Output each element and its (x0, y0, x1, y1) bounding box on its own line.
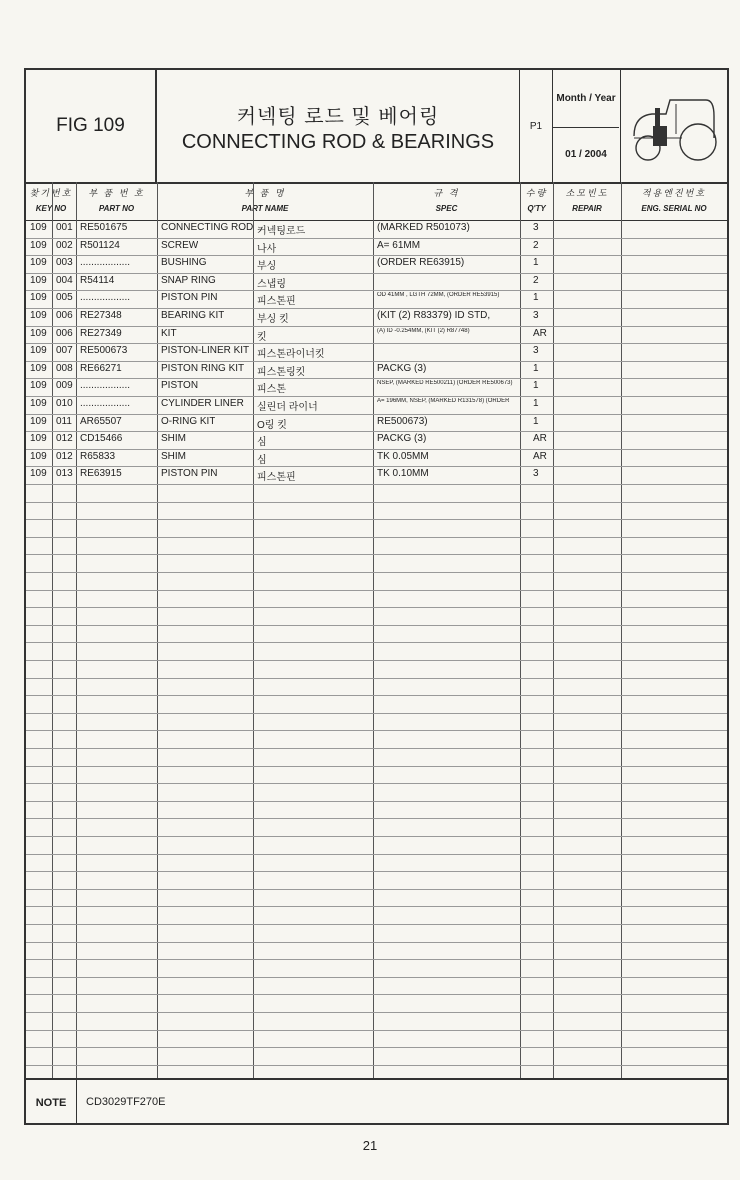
col-part-name (157, 182, 373, 220)
empty-row (26, 889, 727, 908)
key-number: 002 (56, 239, 73, 251)
key-number: 013 (56, 468, 73, 480)
empty-row (26, 836, 727, 855)
col-qty (520, 182, 553, 220)
part-name: O-RING KIT (161, 415, 216, 427)
quantity: 3 (533, 310, 539, 321)
empty-row (26, 537, 727, 556)
note-label: NOTE (26, 1080, 77, 1125)
page-number: 21 (362, 1138, 378, 1153)
table-row (26, 414, 727, 433)
table-row (26, 238, 727, 257)
quantity: 1 (533, 362, 539, 374)
month-year-value: 01 / 2004 (565, 149, 607, 160)
empty-row (26, 1047, 727, 1066)
col-qty-ko: 수량 (525, 188, 548, 198)
key-prefix: 109 (30, 310, 47, 321)
empty-row (26, 959, 727, 978)
part-name-korean: 커넥팅로드 (257, 226, 306, 237)
quantity: 1 (533, 415, 539, 427)
empty-row (26, 906, 727, 925)
spec: (ORDER RE63915) (377, 257, 465, 269)
key-prefix: 109 (30, 362, 47, 374)
key-number: 004 (56, 274, 73, 286)
col-key-no (26, 182, 76, 220)
empty-row (26, 642, 727, 661)
quantity: 2 (533, 239, 539, 251)
quantity: 1 (533, 398, 539, 409)
empty-row (26, 572, 727, 591)
quantity: AR (533, 433, 547, 445)
part-number: CD15466 (80, 433, 123, 445)
empty-row (26, 484, 727, 503)
col-part-name-ko: 부 품 명 (244, 188, 286, 198)
logo-block (621, 70, 727, 182)
empty-row (26, 748, 727, 767)
spec: TK 0.10MM (377, 468, 429, 480)
quantity: 3 (533, 222, 539, 233)
key-number: 012 (56, 433, 73, 445)
part-name: SHIM (161, 450, 186, 462)
table-row (26, 308, 727, 327)
table-row (26, 290, 727, 309)
part-name-korean: 피스톤 (257, 384, 286, 396)
key-prefix: 109 (30, 274, 47, 286)
part-number: .................. (80, 380, 131, 392)
key-number: 008 (56, 362, 73, 374)
key-number: 005 (56, 292, 73, 304)
key-number: 006 (56, 310, 73, 321)
empty-row (26, 730, 727, 749)
col-part-no-ko: 부 품 번 호 (88, 188, 145, 198)
empty-row (26, 695, 727, 714)
col-repair-en: REPAIR (572, 204, 602, 213)
part-name: PISTON RING KIT (161, 362, 245, 374)
quantity: 3 (533, 345, 539, 357)
empty-row (26, 801, 727, 820)
quantity: 3 (533, 468, 539, 480)
key-number: 007 (56, 345, 73, 357)
col-repair-ko: 소모빈도 (565, 188, 609, 198)
empty-row (26, 625, 727, 644)
empty-row (26, 1030, 727, 1049)
empty-row (26, 590, 727, 609)
key-prefix: 109 (30, 433, 47, 445)
part-name: BUSHING (161, 257, 207, 269)
part-number: .................. (80, 257, 131, 269)
col-eng-serial-ko: 적용엔진번호 (641, 188, 707, 198)
empty-row (26, 678, 727, 697)
table-row (26, 431, 727, 450)
empty-row (26, 519, 727, 538)
part-number: .................. (80, 292, 131, 304)
col-eng-serial (621, 182, 727, 220)
part-name: CYLINDER LINER (161, 398, 244, 409)
part-number: RE500673 (80, 345, 128, 357)
key-prefix: 109 (30, 380, 47, 392)
part-name: SCREW (161, 239, 199, 251)
quantity: AR (533, 327, 547, 339)
key-number: 001 (56, 222, 73, 233)
part-number: RE501675 (80, 222, 128, 233)
empty-row (26, 766, 727, 785)
empty-row (26, 854, 727, 873)
figure-number: FIG 109 (26, 70, 157, 182)
parts-sheet (24, 68, 729, 1125)
col-qty-en: Q'TY (527, 204, 546, 213)
quantity: 1 (533, 257, 539, 269)
empty-row (26, 713, 727, 732)
empty-row (26, 1012, 727, 1031)
empty-row (26, 924, 727, 943)
table-row (26, 255, 727, 274)
part-name-korean: 피스톤라이너킷 (257, 349, 325, 361)
col-eng-serial-en: ENG. SERIAL NO (641, 204, 707, 213)
spec: (MARKED R501073) (377, 222, 470, 233)
part-number: R65833 (80, 450, 116, 462)
col-key-no-ko: 찾기번호 (29, 188, 73, 198)
table-row (26, 396, 727, 415)
spec: PACKG (3) (377, 433, 427, 445)
table-row (26, 378, 727, 397)
col-part-no-en: PART NO (98, 204, 135, 213)
col-spec-en: SPEC (435, 204, 458, 213)
title-korean: 커넥팅 로드 및 베어링 (236, 106, 440, 128)
empty-row (26, 783, 727, 802)
part-name-korean: 피스톤핀 (257, 472, 296, 484)
key-number: 003 (56, 257, 73, 269)
part-name-korean: 심 (257, 437, 267, 449)
spec: RE500673) (377, 415, 428, 427)
col-spec (373, 182, 520, 220)
part-name: KIT (161, 327, 177, 339)
key-prefix: 109 (30, 415, 47, 427)
title-english: CONNECTING ROD & BEARINGS (181, 131, 495, 153)
key-number: 011 (56, 415, 72, 427)
quantity: 1 (533, 380, 539, 392)
part-name: PISTON PIN (161, 468, 218, 480)
empty-row (26, 502, 727, 521)
spec: A= 196MM, NSEP, (MARKED R131578) (ORDER (377, 398, 510, 404)
key-prefix: 109 (30, 398, 47, 409)
table-row (26, 220, 727, 239)
col-spec-ko: 규 격 (433, 188, 460, 198)
table-row (26, 361, 727, 380)
key-number: 012 (56, 450, 73, 462)
spec: (A) ID -0.254MM, (KIT (2) R87748) (377, 327, 470, 334)
col-part-name-en: PART NAME (241, 204, 289, 213)
part-name: PISTON (161, 380, 199, 392)
quantity: 1 (533, 292, 539, 304)
col-part-no (76, 182, 157, 220)
quantity: AR (533, 450, 547, 462)
table-row (26, 343, 727, 362)
spec: PACKG (3) (377, 362, 427, 374)
key-prefix: 109 (30, 327, 47, 339)
empty-row (26, 554, 727, 573)
part-name: SHIM (161, 433, 186, 445)
spec: TK 0.05MM (377, 450, 429, 462)
key-prefix: 109 (30, 257, 47, 269)
part-name: SNAP RING (161, 274, 216, 286)
part-name-korean: 부싱 (257, 261, 277, 273)
part-name-korean: 스냅링 (257, 278, 286, 290)
key-number: 010 (56, 398, 73, 409)
part-number: RE27348 (80, 310, 122, 321)
part-name-korean: 킷 (257, 331, 267, 343)
page-code: P1 (520, 70, 553, 182)
col-key-no-en: KEY NO (35, 204, 67, 213)
key-prefix: 109 (30, 222, 47, 233)
part-name: PISTON PIN (161, 292, 218, 304)
col-repair (553, 182, 621, 220)
part-number: .................. (80, 398, 131, 409)
note-section (26, 1078, 727, 1125)
empty-row (26, 942, 727, 961)
table-row (26, 449, 727, 468)
table-row (26, 326, 727, 345)
spec: A= 61MM (377, 239, 421, 251)
part-number: RE63915 (80, 468, 122, 480)
parts-table-body (26, 220, 727, 1078)
part-number: RE66271 (80, 362, 122, 374)
key-prefix: 109 (30, 239, 47, 251)
spec: OD 41MM , LGTH 72MM, (ORDER RE53915) (377, 292, 500, 299)
part-name: BEARING KIT (161, 310, 225, 321)
key-number: 009 (56, 380, 73, 392)
empty-row (26, 994, 727, 1013)
table-row (26, 466, 727, 485)
spec: NSEP, (MARKED RE500211) (ORDER RE500673) (377, 380, 513, 387)
part-name-korean: 피스톤링킷 (257, 366, 306, 378)
note-value: CD3029TF270E (86, 1096, 166, 1108)
part-name-korean: 심 (257, 454, 267, 466)
empty-row (26, 660, 727, 679)
empty-row (26, 818, 727, 837)
part-name-korean: 피스톤핀 (257, 296, 296, 308)
part-number: RE27349 (80, 327, 122, 339)
tractor-icon (626, 86, 722, 166)
key-prefix: 109 (30, 468, 47, 480)
key-prefix: 109 (30, 345, 47, 357)
part-number: R54114 (80, 274, 115, 286)
month-year-block (553, 70, 621, 182)
part-name-korean: O링 킷 (257, 419, 287, 431)
month-year-label: Month / Year (553, 70, 619, 128)
table-row (26, 273, 727, 292)
key-prefix: 109 (30, 292, 47, 304)
empty-row (26, 871, 727, 890)
part-number: AR65507 (80, 415, 122, 427)
part-number: R501124 (80, 239, 120, 251)
key-number: 006 (56, 327, 73, 339)
key-prefix: 109 (30, 450, 47, 462)
part-name-korean: 나사 (257, 243, 277, 255)
empty-row (26, 607, 727, 626)
part-name: CONNECTING ROD (161, 222, 254, 233)
quantity: 2 (533, 274, 539, 286)
title-block (157, 70, 520, 182)
part-name: PISTON-LINER KIT (161, 345, 250, 357)
spec: (KIT (2) R83379) ID STD, (377, 310, 491, 321)
part-name-korean: 실린더 라이너 (257, 402, 318, 413)
empty-row (26, 977, 727, 996)
sheet-header (26, 70, 727, 184)
part-name-korean: 부싱 킷 (257, 314, 289, 325)
